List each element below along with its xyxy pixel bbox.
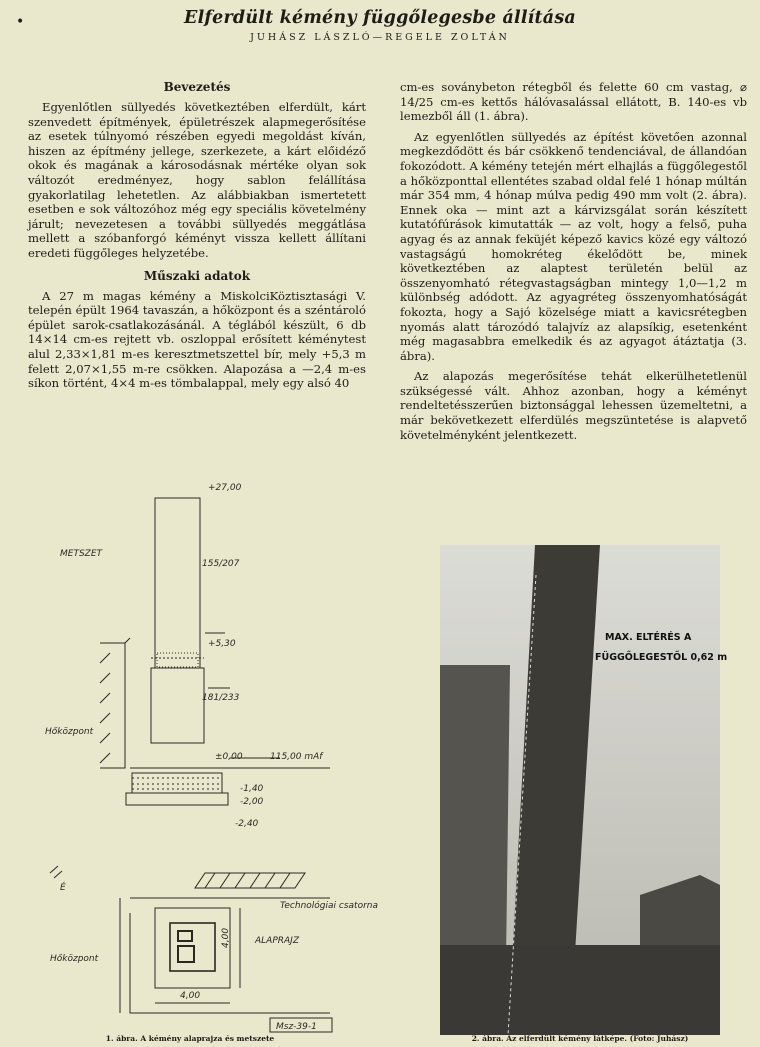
label-alaprajz: ALAPRAJZ — [255, 936, 299, 946]
label-level-140: -1,40 — [240, 784, 264, 794]
label-dim-top: 155/207 — [202, 559, 240, 569]
figure2-caption: 2. ábra. Az elferdült kémény látképe. (Foto: Juhász) — [471, 1034, 689, 1043]
chimney-lower-shaft — [151, 668, 204, 743]
right-paragraph-3: Az alapozás megerősítése tehát elkerülhetetlenül szükségessé vált. Ahhoz azonban, hogy a kéményt rendeltetésszerűen biztonsággal lehessen üzemeltetni, a már bekövetkezett elferdülés megszüntetése is alapvető követelményként jelentkezett. — [400, 369, 747, 442]
label-hokozpont-plan: Hőközpont — [50, 954, 99, 964]
chimney-photo — [440, 545, 728, 1035]
tech-heading: Műszaki adatok — [143, 268, 251, 283]
tech-paragraph: A 27 m magas kémény a MiskolciKöztisztasági V. telepén épült 1964 tavaszán, a hőközpont és a széntároló épület sarok-csatlakozásánál. A téglából készült, 6 db 14×14 cm-es rejtett vb. oszloppal erősített kéménytest alul 2,33×1,81 m-es keresztmetszettel bír, mely +5,3 m felett 2,07×1,55 m-re csökken. Alapozása a —2,4 m-es síkon történt, 4×4 m-es tömbalappal, mely egy alsó 40 — [28, 288, 366, 391]
left-column — [28, 80, 366, 391]
right-column — [400, 80, 747, 442]
chimney-upper-shaft — [155, 498, 200, 668]
foundation-base — [126, 793, 228, 805]
photo-annotation-line-2: FÜGGŐLEGESTŐL 0,62 m — [595, 652, 728, 663]
label-level-240: -2,40 — [235, 819, 259, 829]
article-title: Elferdült kémény függőlegesbe állítása — [184, 8, 576, 28]
bullet-mark: • — [16, 14, 25, 30]
label-top-level: +27,00 — [208, 483, 242, 493]
label-level-abs: 115,00 mAf — [270, 752, 323, 762]
chimney-section-drawing — [30, 478, 378, 1033]
label-dim-mid: 181/233 — [202, 693, 240, 703]
label-level-zero: ±0,00 — [215, 752, 243, 762]
building-wall — [100, 643, 125, 768]
label-hokozpont: Hőközpont — [45, 727, 94, 737]
label-csatorna: Technológiai csatorna — [280, 901, 378, 911]
intro-heading: Bevezetés — [163, 80, 231, 94]
label-dim-400-h: 4,00 — [180, 991, 201, 1001]
label-drawing-no: Msz-39-1 — [276, 1022, 317, 1032]
foundation-slab — [132, 773, 222, 793]
chimney-hatch-band — [157, 653, 198, 667]
intro-paragraph: Egyenlőtlen süllyedés következtében elferdült, kárt szenvedett építmények, épületrészek alapmegerősítése az esetek túlnyomó részében egyedi megoldást kíván, hiszen az építmény jellege, szerkezete, a kárt előidéző okok és magának a károsodásnak mértéke olyan sok változót eredményez, hogy sablon felállítása gyakorlatilag lehetetlen. Az alábbiakban ismertetett esetben e sok változóhoz még egy speciális követelmény járult; nevezetesen a további süllyedés meggátlása mellett a szóbanforgó kéményt vissza kellett állítani eredeti függőleges helyzetébe. — [28, 100, 366, 260]
label-dim-400-v: 4,00 — [221, 927, 231, 948]
label-level-530: +5,30 — [208, 639, 236, 649]
figure1-caption: 1. ábra. A kémény alaprajza és metszete — [105, 1034, 275, 1043]
right-paragraph-2: Az egyenlőtlen süllyedés az építést követően azonnal megkezdődött és bár csökkenő tendenciával, de állandóan fokozódott. A kémény tetején mért elhajlás a függőlegestől a hőközponttal ellentétes szabad oldal felé 1 hónap múltán már 354 mm, 4 hónap múlva pedig 490 mm volt (2. ábra). Ennek oka — mint azt a kárvizsgálat során készített kutatófúrások kimutatták — az volt, hogy a felső, puha agyag és az annak feküjét képező kavics közé egy változó vastagságú homokréteg ékelődött be, minek következtében az alaptest területén belül az összenyomható rétegvastagságban mintegy 1,0—1,2 m különbség adódott. Az agyagréteg összenyomhatóságát fokozta, hogy a Sajó közelsége miatt a kavicsrétegben nyomás alatt tározódó talajvíz az alapsíkig, esetenként még magasabbra emelkedik és az agyagot átáztatja (3. ábra). — [400, 129, 747, 363]
right-paragraph-1: cm-es soványbeton rétegből és felette 60 cm vastag, ⌀ 14/25 cm-es kettős hálóvasalással ellátott, B. 140-es vb lemezből áll (1. ábra). — [400, 80, 747, 124]
label-north: É — [60, 883, 66, 893]
plan-foundation — [155, 908, 230, 988]
label-level-200: -2,00 — [240, 797, 264, 807]
label-metszet: METSZET — [60, 549, 103, 559]
article-authors: JUHÁSZ LÁSZLÓ—REGELE ZOLTÁN — [250, 32, 510, 43]
photo-annotation-line-1: MAX. ELTÉRÉS A — [605, 632, 692, 643]
